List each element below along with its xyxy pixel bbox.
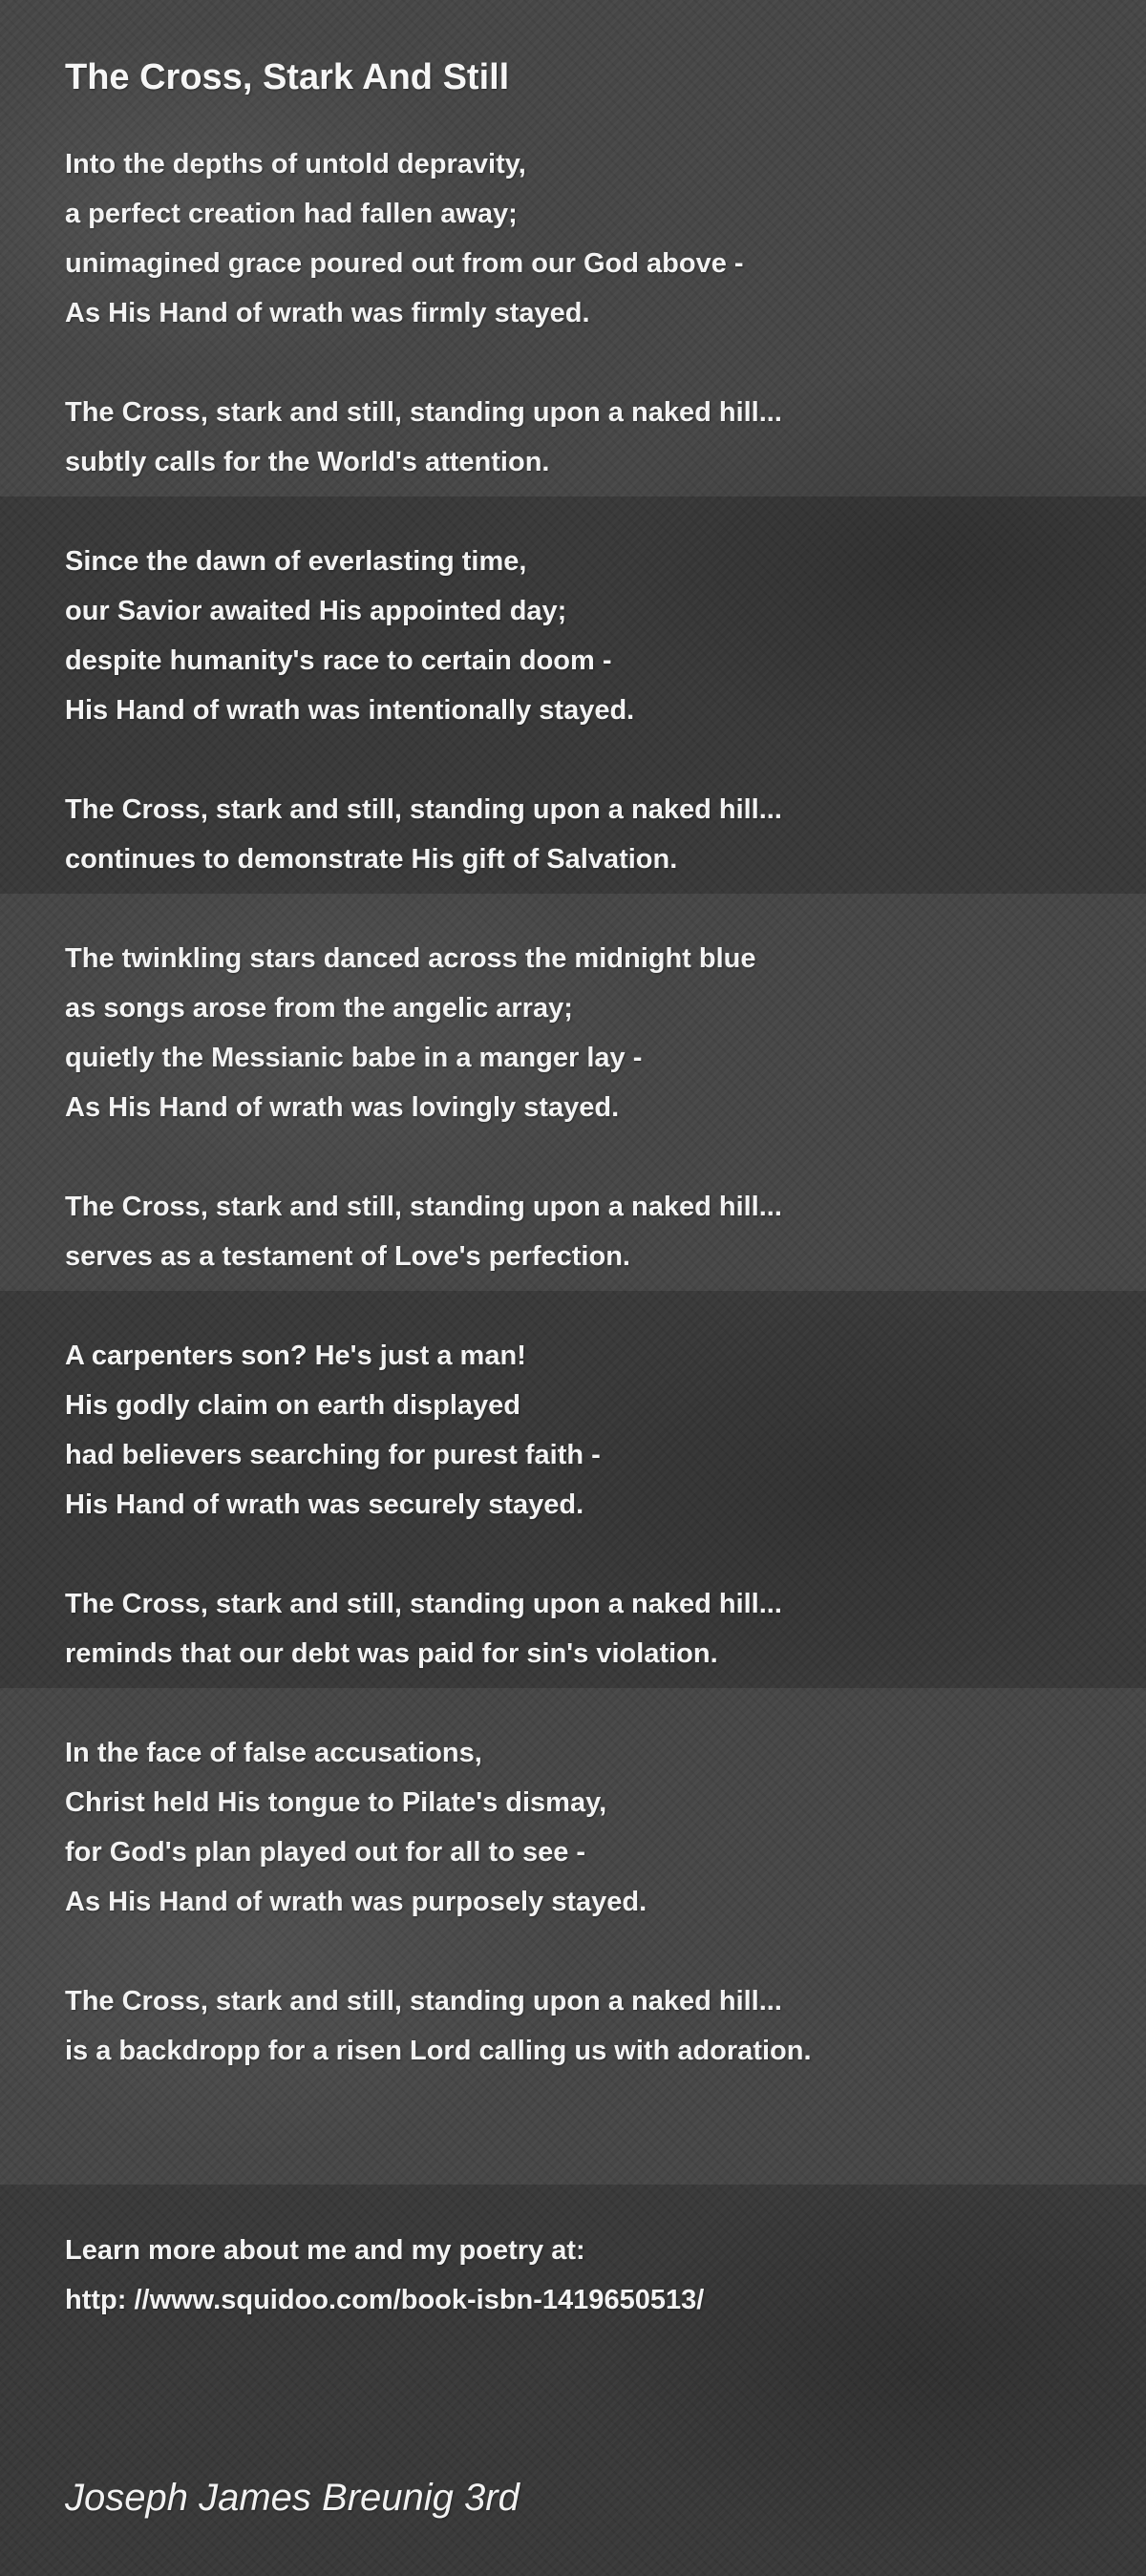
poem-line: As His Hand of wrath was firmly stayed. [65, 298, 590, 328]
stanza [65, 139, 1146, 338]
stanza [65, 1331, 1146, 1530]
stanza [65, 785, 1146, 884]
poem-line: The Cross, stark and still, standing upon a naked hill... [65, 397, 782, 428]
website-url: http: //www.squidoo.com/book-isbn-1419650513/ [65, 2285, 705, 2315]
poem-line: as songs arose from the angelic array; [65, 993, 573, 1024]
poem-line: As His Hand of wrath was lovingly stayed. [65, 1092, 620, 1123]
poem-line: is a backdropp for a risen Lord calling us with adoration. [65, 2036, 812, 2066]
poem-line: a perfect creation had fallen away; [65, 199, 518, 229]
footer-line: Learn more about me and my poetry at: [65, 2235, 585, 2266]
poem-line: His godly claim on earth displayed [65, 1390, 521, 1421]
poem-line: despite humanity's race to certain doom - [65, 645, 612, 676]
poem-body [65, 139, 1146, 2076]
stanza [65, 1579, 1146, 1679]
poem-line: The twinkling stars danced across the midnight blue [65, 943, 756, 974]
poem-line: The Cross, stark and still, standing upon a naked hill... [65, 794, 782, 825]
poem-line: serves as a testament of Love's perfection. [65, 1241, 630, 1272]
poem-line: unimagined grace poured out from our God above - [65, 248, 744, 279]
stanza [65, 388, 1146, 487]
author-website-note [65, 2226, 704, 2325]
poem-line: Since the dawn of everlasting time, [65, 546, 527, 577]
poem-line: Christ held His tongue to Pilate's dismay, [65, 1787, 607, 1818]
poem-line: His Hand of wrath was securely stayed. [65, 1489, 584, 1520]
poem-line: The Cross, stark and still, standing upon a naked hill... [65, 1589, 782, 1619]
poem-line: A carpenters son? He's just a man! [65, 1341, 526, 1371]
poem-line: our Savior awaited His appointed day; [65, 596, 567, 626]
poem-line: for God's plan played out for all to see - [65, 1837, 586, 1868]
poem-line: reminds that our debt was paid for sin's violation. [65, 1638, 718, 1669]
poem-title: The Cross, Stark And Still [65, 57, 510, 97]
stanza [65, 537, 1146, 735]
stanza [65, 1728, 1146, 1927]
poem-line: Into the depths of untold depravity, [65, 149, 526, 179]
poem-line: had believers searching for purest faith - [65, 1440, 601, 1470]
author-signature: Joseph James Breunig 3rd [65, 2477, 520, 2519]
poem-line: The Cross, stark and still, standing upon a naked hill... [65, 1192, 782, 1222]
poem-line: The Cross, stark and still, standing upon a naked hill... [65, 1986, 782, 2016]
stanza [65, 934, 1146, 1132]
poem-line: subtly calls for the World's attention. [65, 447, 550, 477]
poem-line: quietly the Messianic babe in a manger lay - [65, 1043, 643, 1073]
poem-line: As His Hand of wrath was purposely stayed. [65, 1887, 647, 1917]
poem-line: In the face of false accusations, [65, 1738, 482, 1768]
poem-line: His Hand of wrath was intentionally stayed. [65, 695, 635, 726]
stanza [65, 1182, 1146, 1281]
stanza [65, 1976, 1146, 2076]
poem-line: continues to demonstrate His gift of Salvation. [65, 844, 678, 875]
